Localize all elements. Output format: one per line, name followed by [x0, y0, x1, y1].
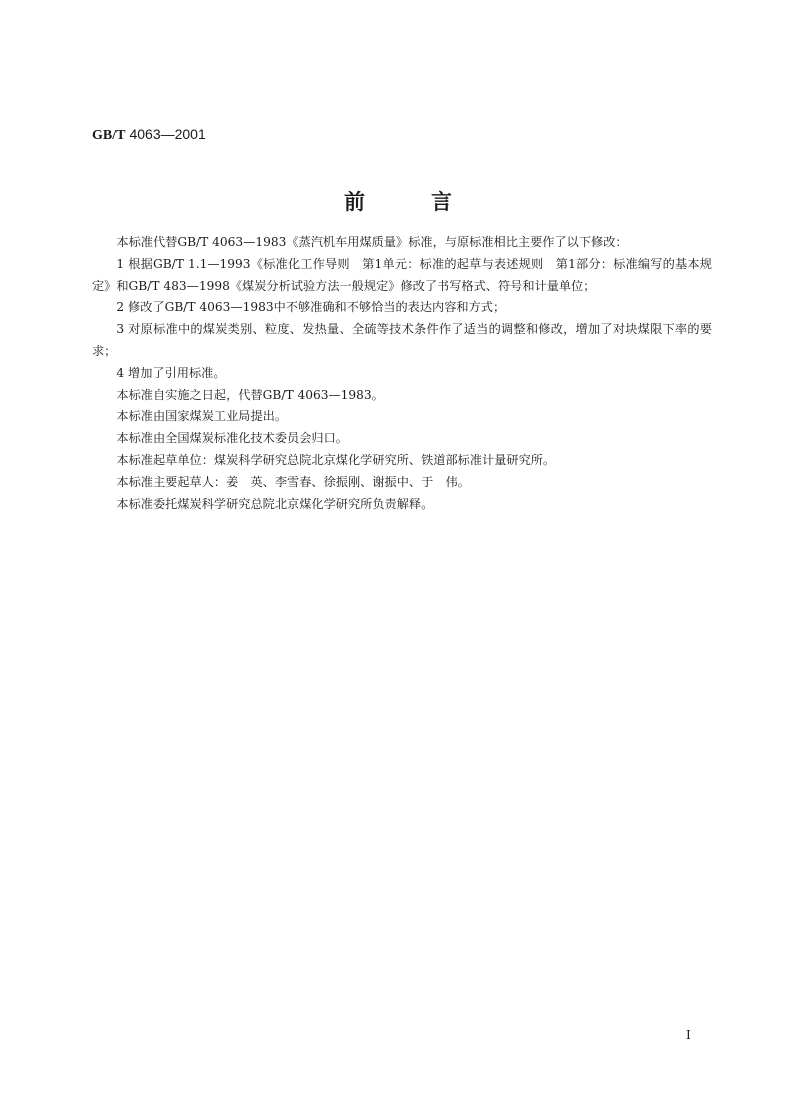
title-char-2: 言	[431, 189, 452, 214]
page-title	[344, 186, 452, 216]
standard-code	[92, 126, 206, 144]
paragraph-item-2: 2 修改了GB/T 4063—1983中不够准确和不够恰当的表达内容和方式；	[116, 300, 506, 315]
paragraph-drafting-units: 本标准起草单位：煤炭科学研究总院北京煤化学研究所、铁道部标准计量研究所。	[116, 452, 556, 467]
paragraph-item-1: 1 根据GB/T 1.1—1993《标准化工作导则 第1单元：标准的起草与表述规则 第1部分：标准编写的基本规定》和GB/T 483—1998《煤炭分析试验方法一般规定》修改了书写格式、符号和计量单位；	[92, 256, 712, 293]
paragraph-interpretation: 本标准委托煤炭科学研究总院北京煤化学研究所负责解释。	[116, 496, 434, 511]
title-char-1: 前	[344, 189, 365, 214]
page-number: I	[686, 1028, 691, 1042]
paragraph-item-4: 4 增加了引用标准。	[116, 365, 226, 380]
foreword-body	[92, 232, 712, 515]
paragraph-item-3: 3 对原标准中的煤炭类别、粒度、发热量、全硫等技术条件作了适当的调整和修改，增加了对块煤限下率的要求；	[92, 322, 712, 358]
paragraph-proposed-by: 本标准由国家煤炭工业局提出。	[116, 409, 288, 424]
standard-number: 4063—2001	[129, 126, 206, 142]
paragraph-centralized-by: 本标准由全国煤炭标准化技术委员会归口。	[116, 431, 348, 446]
paragraph-intro: 本标准代替GB/T 4063—1983《蒸汽机车用煤质量》标准，与原标准相比主要作了以下修改：	[116, 235, 628, 249]
standard-prefix: GB/T	[92, 128, 126, 143]
paragraph-replaces: 本标准自实施之日起，代替GB/T 4063—1983。	[116, 387, 384, 402]
paragraph-drafters: 本标准主要起草人：姜 英、李雪春、徐振刚、谢振中、于 伟。	[116, 474, 470, 489]
